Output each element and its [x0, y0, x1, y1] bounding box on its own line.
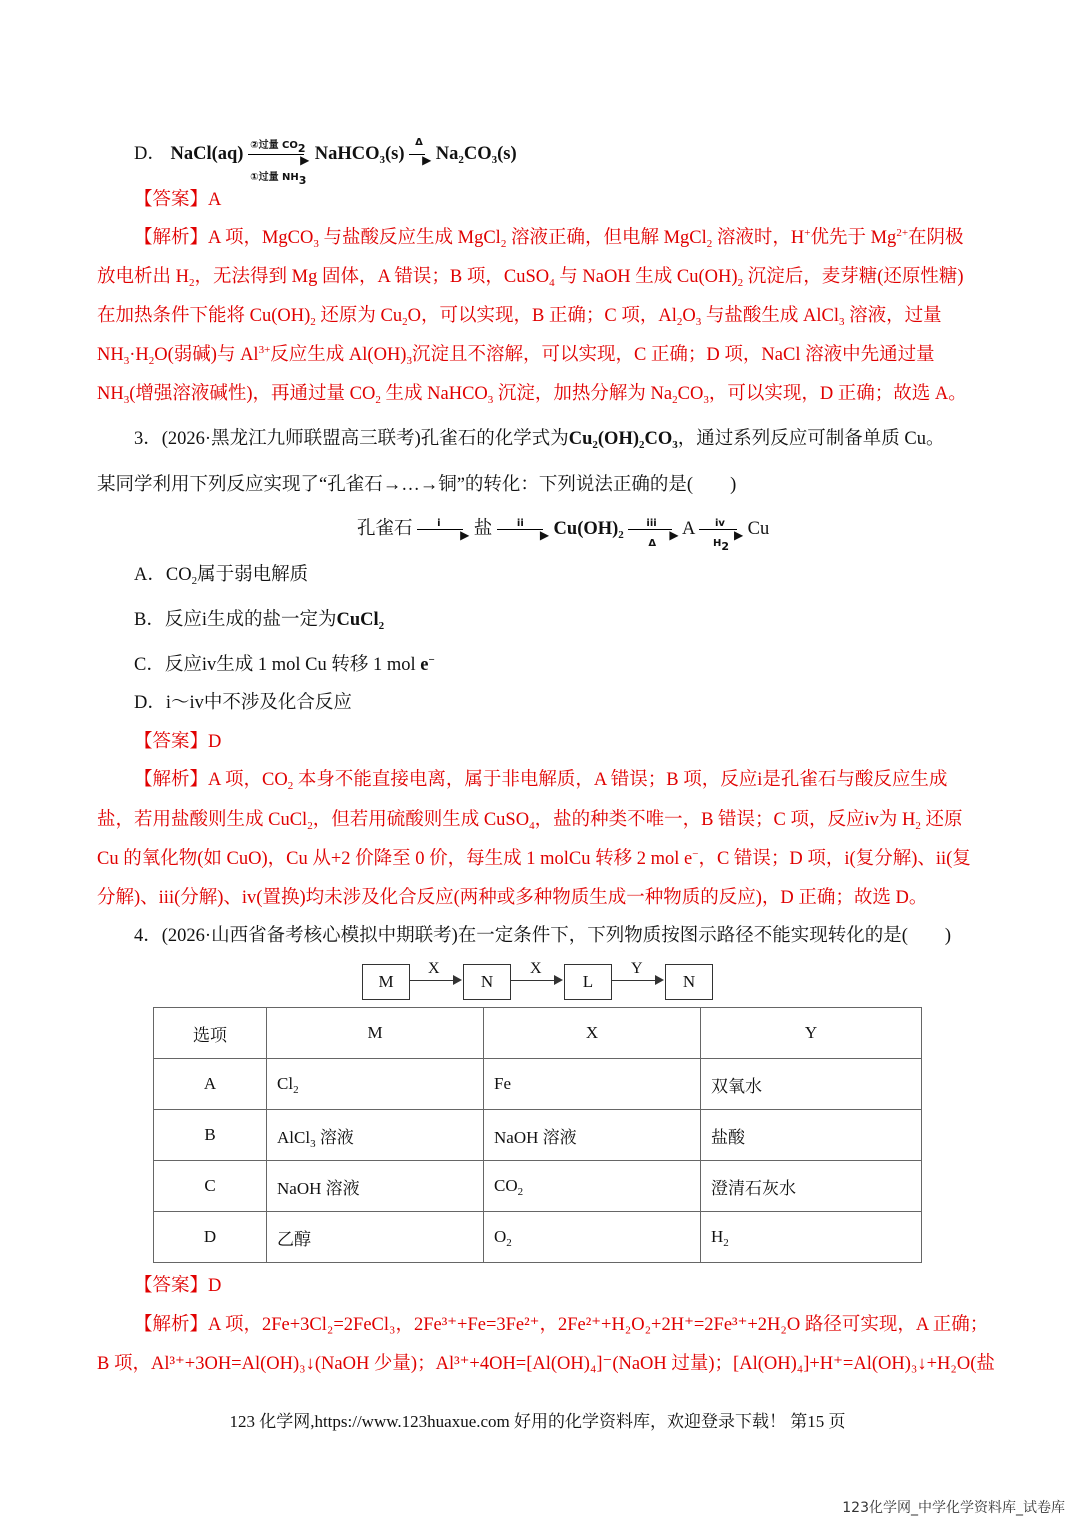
- q4-analysis-line-1: 【解析】A 项，2Fe+3Cl₂=2FeCl₃，2Fe³⁺+Fe=3Fe²⁺，2Fe²⁺+H₂O₂+2H⁺=2Fe³⁺+2H₂O 路径可实现，A 正确；: [134, 1314, 989, 1335]
- q3-analysis-line-4: 分解)、iii(分解)、iv(置换)均未涉及化合反应(两种或多种物质生成一种物质的反应)，D 正确；故选 D。: [97, 888, 928, 908]
- flow-label-x2: X: [530, 960, 542, 977]
- q3-reaction-scheme: 孔雀石 i ▶ 盐 ii ▶ $Cu(OH)_2$ iii ▶ Δ A iv ▶ $H_2$ Cu: [357, 517, 770, 553]
- q2-analysis-line-1: 【解析】A 项，MgCO$_3$ 与盐酸反应生成 MgCl$_2$ 溶液正确，但电解 MgCl$_2$ 溶液时，H+优先于 $Mg^{2+}$在阴极: [134, 227, 964, 250]
- flow-label-y: Y: [631, 960, 643, 977]
- flow-arrow-3: [612, 980, 662, 981]
- product-na2co3: $Na_2CO_3(s)$: [435, 144, 517, 166]
- q3-analysis-line-2: 盐，若用盐酸则生成 CuCl$_2$，但若用硫酸则生成 CuSO$_4$，盐的种类不唯一，B 错误；C 项，反应iv为 $H_2$ 还原: [97, 810, 963, 832]
- q2-analysis-line-2: 放电析出 $H_2$，无法得到 Mg 固体，A 错误；B 项，CuSO$_4$ 与 NaOH 生成 $Cu(OH)_2$ 沉淀后，麦芽糖(还原性糖): [97, 267, 964, 289]
- arrow-i: i ▶: [417, 518, 469, 542]
- q2-analysis-line-5: $NH_3$(增强溶液碱性)，再通过量 $CO_2$ 生成 NaHCO$_3$ 沉淀，加热分解为 $Na_2CO_3$，可以实现，D 正确；故选 A。: [97, 384, 967, 406]
- q2-analysis-line-4: $NH_3\cdot H_2O$(弱碱)与 $Al^{3+}$反应生成 $Al(OH)_3$沉淀且不溶解，可以实现，C 正确；D 项，NaCl 溶液中先通过量: [97, 344, 935, 367]
- q3-option-d: D．i～iv中不涉及化合反应: [134, 693, 352, 713]
- q4-answer: 【答案】D: [134, 1275, 222, 1296]
- arrow-iv: iv ▶ $H_2$: [699, 518, 743, 542]
- q3-answer: 【答案】D: [134, 731, 222, 752]
- q4-analysis-line-2: B 项，Al³⁺+3OH=Al(OH)₃↓(NaOH 少量)；Al³⁺+4OH=[Al(OH)₄]⁻(NaOH 过量)；[Al(OH)₄]+H⁺=Al(OH)₃↓+H₂O(盐: [97, 1354, 995, 1374]
- table-row: D 乙醇 $O_2$ $H_2$: [154, 1212, 922, 1263]
- flow-label-x1: X: [428, 960, 440, 977]
- q3-option-c: C．反应iv生成 1 mol Cu 转移 1 mol e−: [134, 654, 435, 675]
- page-footer: 123 化学网,https://www.123huaxue.com 好用的化学资料库，欢迎登录下载！ 第15 页: [229, 1412, 846, 1431]
- table-header-row: 选项 M X Y: [154, 1008, 922, 1059]
- reaction-arrow: ②过量 $CO_2$ ▶ ①过量 $NH_3$: [250, 139, 310, 187]
- q2-option-d: D． NaCl(aq) ②过量 $CO_2$ ▶ ①过量 $NH_3$ NaHCO$_3$(s) Δ ▶ $Na_2CO_3(s)$: [134, 136, 517, 187]
- q4-options-table: [153, 1007, 922, 1263]
- flow-arrow-1: [410, 980, 460, 981]
- q2-answer: 【答案】A: [134, 189, 222, 210]
- q3-analysis-line-1: 【解析】A 项，$CO_2$ 本身不能直接电离，属于非电解质，A 错误；B 项，反应i是孔雀石与酸反应生成: [134, 769, 948, 792]
- q3-option-a: A．$CO_2$属于弱电解质: [134, 565, 309, 587]
- q4-stem: 4．(2026·山西省备考核心模拟中期联考)在一定条件下，下列物质按图示路径不能实现转化的是( ): [134, 926, 952, 946]
- flow-box-n2: N: [665, 964, 713, 1000]
- q3-stem-line-1: 3．(2026·黑龙江九师联盟高三联考)孔雀石的化学式为$Cu_2(OH)_2CO_3$，通过系列反应可制备单质 Cu。: [134, 429, 945, 451]
- flow-box-l: L: [564, 964, 612, 1000]
- table-row: A $Cl_2$ Fe 双氧水: [154, 1059, 922, 1110]
- q3-stem-line-2: 某同学利用下列反应实现了“孔雀石→…→铜”的转化：下列说法正确的是( ): [97, 475, 737, 495]
- malachite-formula: $Cu_2(OH)_2CO_3$: [568, 429, 678, 451]
- table-row: C NaOH 溶液 $CO_2$ 澄清石灰水: [154, 1161, 922, 1212]
- reactant: NaCl(aq): [170, 144, 244, 164]
- flow-arrow-2: [511, 980, 561, 981]
- q3-analysis-line-3: Cu 的氧化物(如 CuO)，Cu 从+2 价降至 0 价，每生成 1 molCu 转移 2 mol e−，C 错误；D 项，i(复分解)、ii(复: [97, 848, 971, 869]
- flow-box-n1: N: [463, 964, 511, 1000]
- arrow-ii: ii ▶: [497, 518, 549, 542]
- arrow-iii: iii ▶ Δ: [628, 518, 678, 542]
- table-row: B AlCl$_3$ 溶液 NaOH 溶液 盐酸: [154, 1110, 922, 1161]
- heat-arrow: Δ ▶: [409, 143, 431, 167]
- product-nahco3: NaHCO$_3$(s): [314, 144, 405, 166]
- watermark: 123化学网_中学化学资料库_试卷库: [842, 1500, 1065, 1516]
- q3-option-b: B．反应i生成的盐一定为CuCl$_2$: [134, 610, 385, 632]
- q2-analysis-line-3: 在加热条件下能将 $Cu(OH)_2$ 还原为 $Cu_2O$，可以实现，B 正确；C 项，$Al_2O_3$ 与盐酸生成 AlCl$_3$ 溶液，过量: [97, 306, 942, 328]
- flow-box-m: M: [362, 964, 410, 1000]
